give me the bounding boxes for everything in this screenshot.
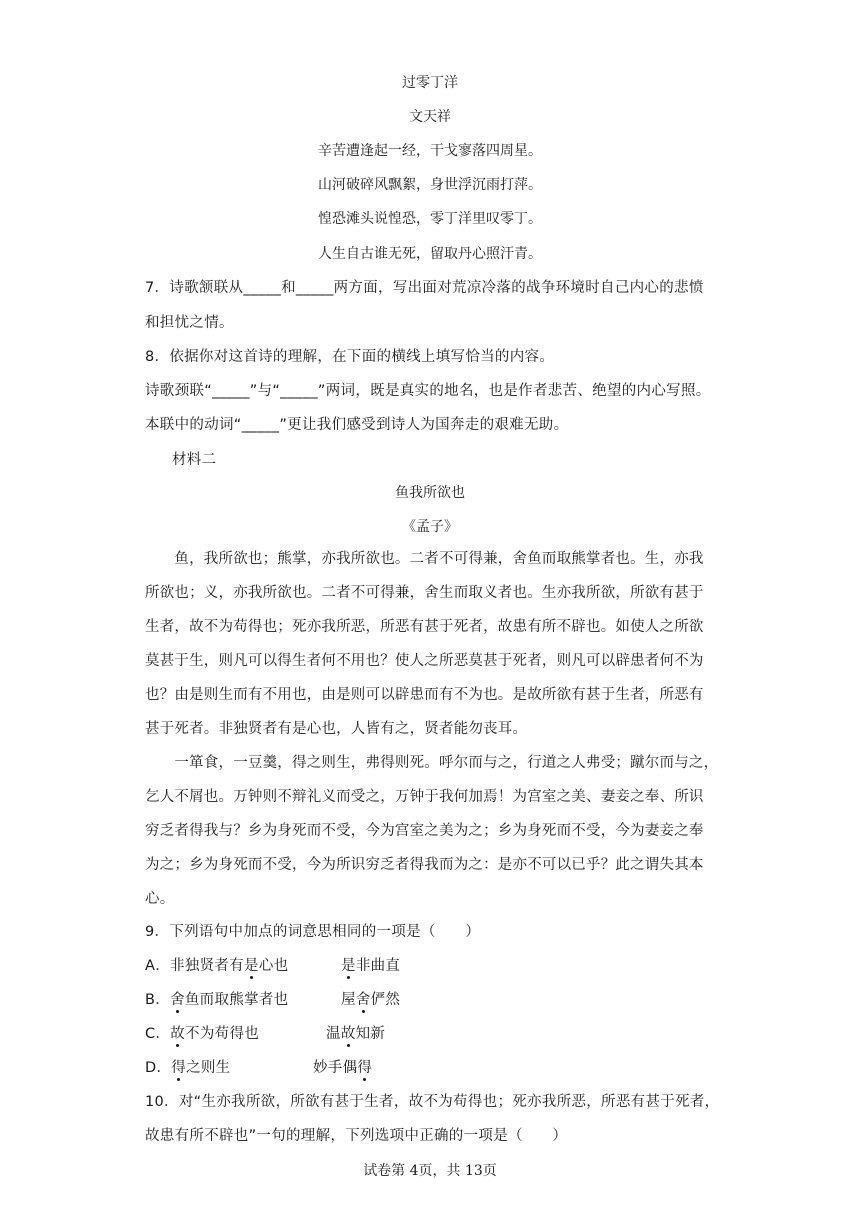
passage-line: 生者，故不为苟得也；死亦我所恶，所恶有甚于死者，故患有所不辟也。如使人之所欲 [145, 619, 704, 635]
passage-line: 莫甚于生，则凡可以得生者何不用也？使人之所恶莫甚于死者，则凡可以辟患者何不为 [145, 653, 704, 669]
dotted-char: 故 [340, 1026, 356, 1042]
poem-author: 文天祥 [409, 109, 451, 125]
option-c-compare [326, 1022, 385, 1043]
dotted-char: 舍 [355, 992, 371, 1008]
dotted-char: 故 [170, 1026, 186, 1042]
question-9-stem: 9．下列语句中加点的词意思相同的一项是（ ） [145, 924, 481, 940]
option-text: 屋 [341, 992, 356, 1008]
question-8-line1: 8．依据你对这首诗的理解，在下面的横线上填写恰当的内容。 [145, 349, 555, 365]
passage-line: 鱼，我所欲也；熊掌，亦我所欲也。二者不可得兼，舍鱼而取熊掌者也。生，亦我 [145, 551, 704, 567]
question-8-line2: 诗歌颈联“_____”与“_____”两词，既是真实的地名，也是作者悲苦、绝望的内心写照。 [145, 383, 711, 399]
passage-source: 《孟子》 [402, 519, 458, 535]
poem-line: 人生自古谁无死，留取丹心照汗青。 [318, 246, 542, 262]
passage-line: 所欲也；义，亦我所欲也。二者不可得兼，舍生而取义者也。生亦我所欲，所欲有甚于 [145, 585, 704, 601]
passage-line: 乞人不屑也。万钟则不辩礼义而受之，万钟于我何加焉！为宫室之美、妻妾之奉、所识 [145, 789, 704, 805]
page-footer: 试卷第 4页，共 13页 [363, 1163, 497, 1179]
option-text: 俨然 [370, 992, 401, 1008]
passage-line: 为之；乡为身死而不受，今为所识穷乏者得我而为之：是亦不可以已乎？此之谓失其本 [145, 857, 704, 873]
option-d-compare [313, 1056, 372, 1077]
poem-line: 惶恐滩头说惶恐，零丁洋里叹零丁。 [318, 211, 542, 227]
option-b [145, 988, 288, 1009]
option-label: D． [145, 1060, 172, 1076]
option-c [145, 1022, 259, 1043]
option-text: 非曲直 [355, 958, 401, 974]
passage-line: 一箪食，一豆羹，得之则生，弗得则死。呼尔而与之，行道之人弗受；蹴尔而与之， [145, 755, 719, 771]
dotted-char: 得 [171, 1060, 187, 1076]
dotted-char: 得 [357, 1060, 373, 1076]
option-a-compare [341, 954, 400, 975]
poem-line: 山河破碎风飘絮，身世浮沉雨打萍。 [318, 177, 542, 193]
question-10-line1: 10．对“生亦我所欲，所欲有甚于生者，故不为苟得也；死亦我所恶，所恶有甚于死者， [145, 1094, 720, 1110]
poem-title: 过零丁洋 [402, 75, 458, 91]
poem-line: 辛苦遭逢起一经，干戈寥落四周星。 [318, 143, 542, 159]
option-text: 心也 [258, 958, 289, 974]
passage-line: 心。 [145, 891, 175, 907]
passage-title: 鱼我所欲也 [395, 485, 465, 501]
question-8-line3: 本联中的动词“_____”更让我们感受到诗人为国奔走的艰难无助。 [145, 417, 569, 433]
material-label: 材料二 [172, 452, 217, 468]
option-b-compare [341, 988, 400, 1009]
option-d [145, 1056, 230, 1077]
option-label: B． [145, 992, 171, 1008]
question-7-line1: 7．诗歌颔联从_____和_____两方面，写出面对荒凉冷落的战争环境时自己内心的悲愤 [145, 280, 704, 296]
option-text: 鱼而取熊掌者也 [184, 992, 289, 1008]
question-10-line2: 故患有所不辟也”一句的理解，下列选项中正确的一项是（ ） [145, 1128, 568, 1144]
option-text: 不为苟得也 [185, 1026, 260, 1042]
dotted-char: 舍 [170, 992, 185, 1008]
dotted-char: 是 [244, 958, 259, 974]
passage-line: 也？由是则生而有不用也，由是则可以辟患而有不为也。是故所欲有甚于生者，所恶有 [145, 687, 704, 703]
question-7-line2: 和担忧之情。 [145, 315, 234, 331]
option-text: 之则生 [186, 1060, 231, 1076]
passage-line: 穷乏者得我与？乡为身死而不受，今为宫室之美为之；乡为身死而不受，今为妻妾之奉 [145, 823, 704, 839]
option-a [145, 954, 288, 975]
option-label: C． [145, 1026, 171, 1042]
option-text: 温 [326, 1026, 341, 1042]
passage-line: 甚于死者。非独贤者有是心也，人皆有之，贤者能勿丧耳。 [145, 721, 528, 737]
option-label: A． [145, 958, 171, 974]
option-text: 非独贤者有 [170, 958, 245, 974]
option-text: 知新 [355, 1026, 386, 1042]
dotted-char: 是 [341, 958, 356, 974]
option-text: 妙手偶 [313, 1060, 358, 1076]
